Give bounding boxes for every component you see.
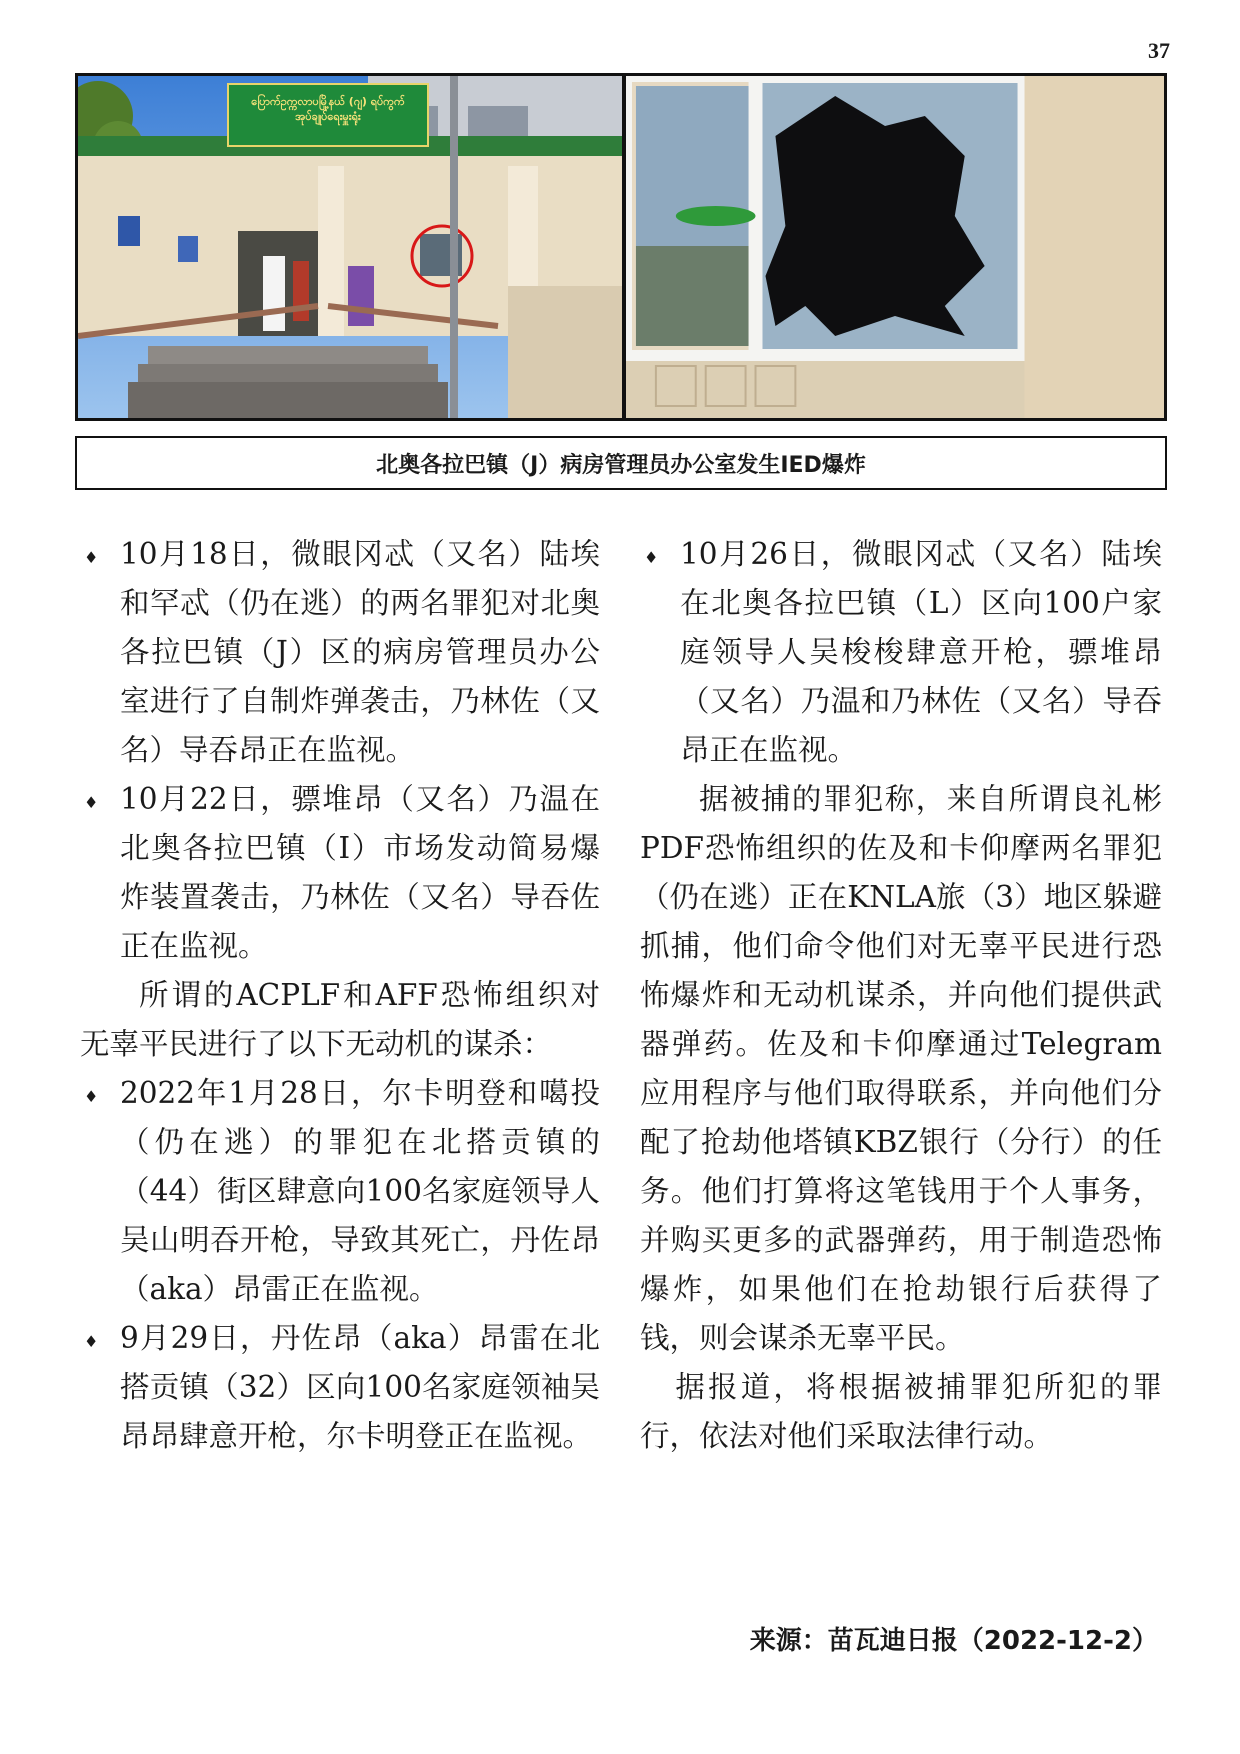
office-building-illustration: [78, 76, 622, 418]
paragraph: 所谓的ACPLF和AFF恐怖组织对无辜平民进行了以下无动机的谋杀：: [80, 978, 600, 1061]
right-column: [640, 530, 1162, 1461]
photo-caption: 北奥各拉巴镇（J）病房管理员办公室发生IED爆炸: [75, 436, 1167, 490]
page-number: 37: [1148, 38, 1170, 63]
source-credit: 来源：苗瓦迪日报（2022-12-2）: [749, 1626, 1158, 1656]
left-column: [80, 530, 600, 1461]
list-item: ♦ 2022年1月28日，尔卡明登和噶投（仍在逃）的罪犯在北搭贡镇的（44）街区肆意向100名家庭领导人吴山明吞开枪，导致其死亡，丹佐昂（aka）昂雷正在监视。: [80, 1069, 600, 1314]
broken-window-illustration: [626, 76, 1164, 418]
list-item: ♦ 10月18日，微眼冈忒（又名）陆埃和罕忒（仍在逃）的两名罪犯对北奥各拉巴镇（J）区的病房管理员办公室进行了自制炸弹袭击，乃林佐（又名）导吞昂正在监视。: [80, 530, 600, 775]
paragraph: 据被捕的罪犯称，来自所谓良礼彬 PDF恐怖组织的佐及和卡仰摩两名罪犯（仍在逃）正在KNLA旅（3）地区躲避抓捕，他们命令他们对无辜平民进行恐怖爆炸和无动机谋杀，并向他们提供武器弹药。佐及和卡仰摩通过Telegram应用程序与他们取得联系，并向他们分配了抢劫他塔镇KBZ银行（分行）的任务。他们打算将这笔钱用于个人事务，并购买更多的武器弹药，用于制造恐怖爆炸，如果他们在抢劫银行后获得了钱，则会谋杀无辜平民。: [640, 782, 1162, 1355]
list-item: ♦ 9月29日，丹佐昂（aka）昂雷在北搭贡镇（32）区向100名家庭领袖吴昂昂肆意开枪，尔卡明登正在监视。: [80, 1314, 600, 1461]
list-item: ♦ 10月22日，骠堆昂（又名）乃温在北奥各拉巴镇（I）市场发动简易爆炸装置袭击，乃林佐（又名）导吞佐正在监视。: [80, 775, 600, 971]
list-item: ♦ 10月26日，微眼冈忒（又名）陆埃在北奥各拉巴镇（L）区向100户家庭领导人吴梭梭肆意开枪，骠堆昂（又名）乃温和乃林佐（又名）导吞昂正在监视。: [640, 530, 1162, 775]
office-sign-text: ပြောက်ဥက္ကလာပမြို့နယ် (ဂျ) ရပ်ကွက် အုပ်ချုပ်ရေးမှူးရုံး: [251, 95, 405, 123]
broken-window-photo: [626, 76, 1164, 418]
paragraph: 据报道，将根据被捕罪犯所犯的罪行，依法对他们采取法律行动。: [640, 1370, 1162, 1453]
photo-strip: [75, 73, 1167, 421]
office-building-photo: [78, 76, 622, 418]
